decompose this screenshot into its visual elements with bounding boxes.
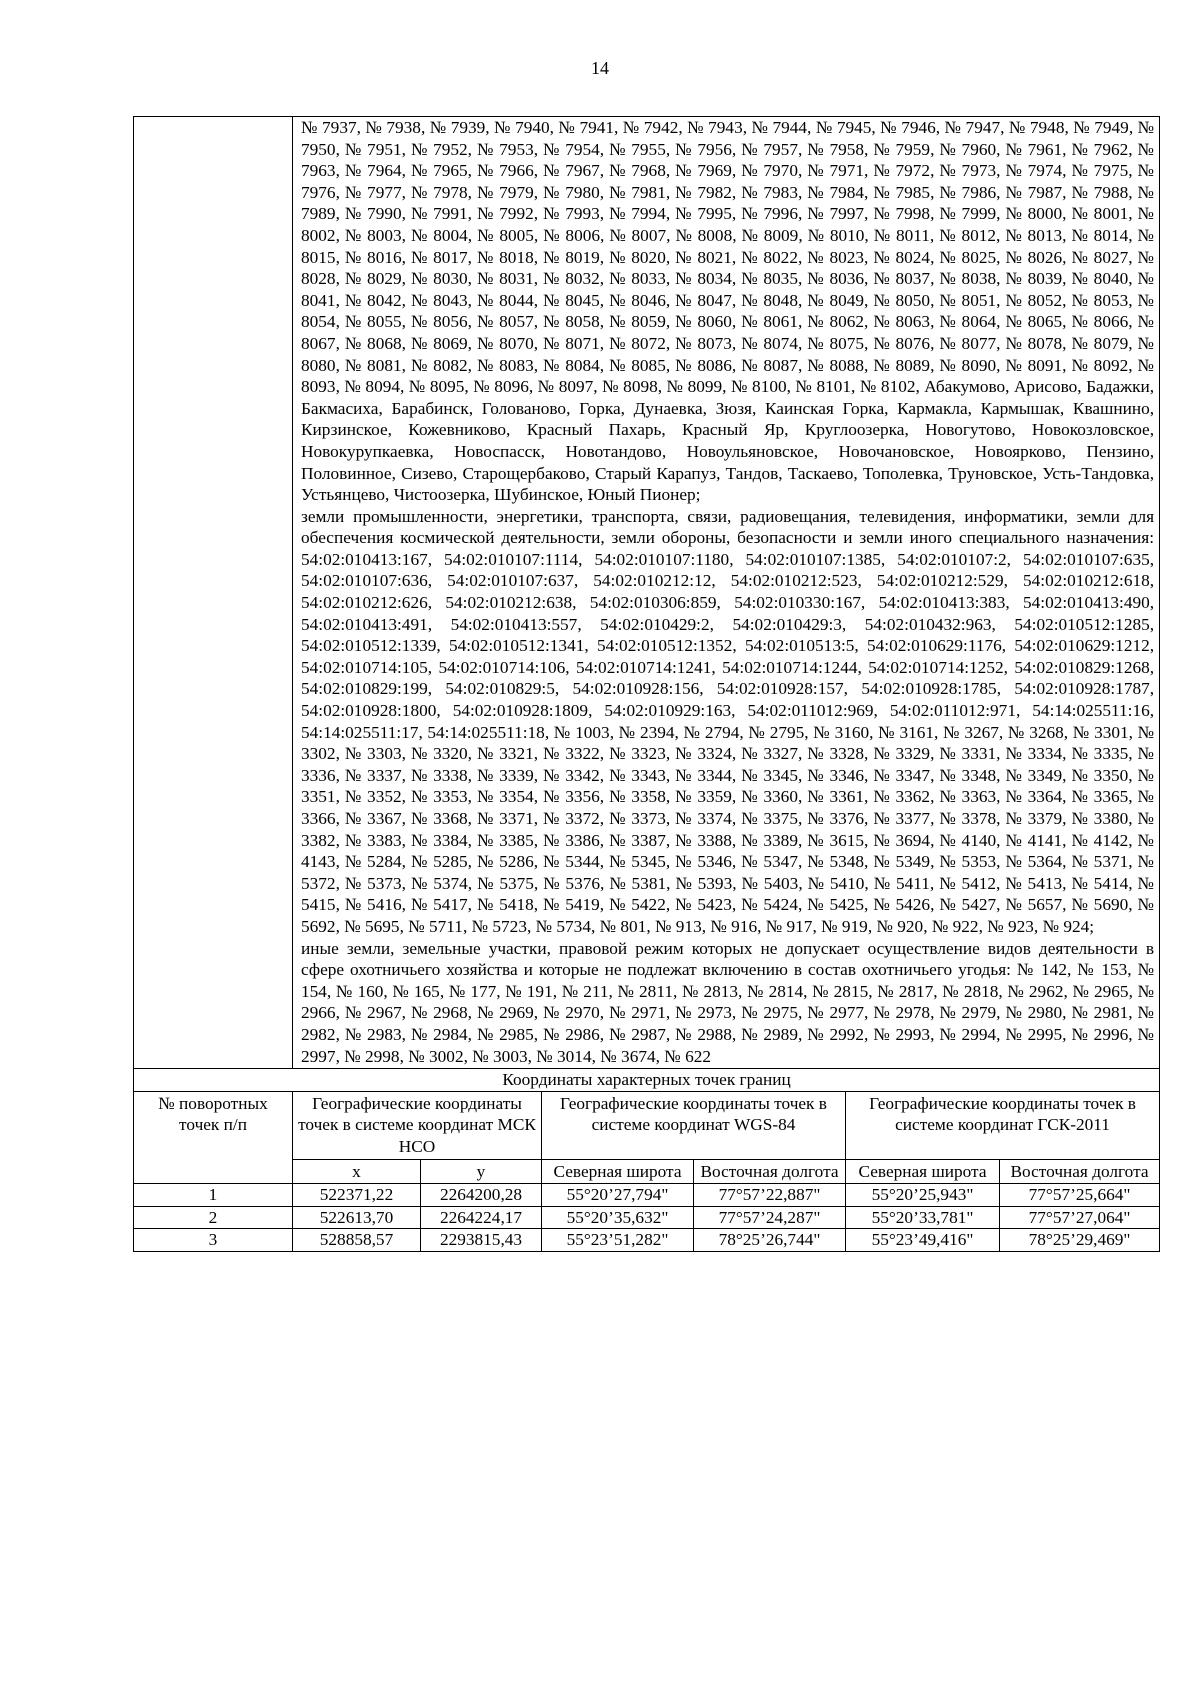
cell-wgs-east: 77°57’24,287" <box>694 1206 846 1229</box>
header-gsk2011: Географические координаты точек в системе координат ГСК-2011 <box>846 1091 1160 1159</box>
cell-y: 2293815,43 <box>421 1229 542 1252</box>
cell-wgs-north: 55°20’35,632" <box>542 1206 694 1229</box>
page-number: 14 <box>591 58 609 78</box>
subheader-wgs-east: Восточная долгота <box>694 1159 846 1184</box>
cell-gsk-north: 55°23’49,416" <box>846 1229 1000 1252</box>
cell-wgs-east: 78°25’26,744" <box>694 1229 846 1252</box>
cell-gsk-east: 77°57’27,064" <box>1000 1206 1160 1229</box>
subheader-wgs-north: Северная широта <box>542 1159 694 1184</box>
text-row <box>134 117 1160 1069</box>
table-row <box>134 1206 1160 1229</box>
subheader-y: y <box>421 1159 542 1184</box>
header-point-number: № поворотных точек п/п <box>134 1091 293 1183</box>
cell-gsk-north: 55°20’25,943" <box>846 1184 1000 1207</box>
cell-wgs-east: 77°57’22,887" <box>694 1184 846 1207</box>
paragraph-industrial-lands: земли промышленности, энергетики, транспорта, связи, радиовещания, телевидения, информатики, земли для обеспечения космической деятельности, земли обороны, безопасности и земли иного специального назначения: 54:02:010413:167, 54:02:010107:1114, 54:02:010107:1180, 54:02:010107:1385, 54:02:010107:2, 54:02:010107:635, 54:02:010107:636, 54:02:010107:637, 54:02:010212:12, 54:02:010212:523, 54:02:010212:529, 54:02:010212:618, 54:02:010212:626, 54:02:010212:638, 54:02:010306:859, 54:02:010330:167, 54:02:010413:383, 54:02:010413:490, 54:02:010413:491, 54:02:010413:557, 54:02:010429:2, 54:02:010429:3, 54:02:010432:963, 54:02:010512:1285, 54:02:010512:1339, 54:02:010512:1341, 54:02:010512:1352, 54:02:010513:5, 54:02:010629:1176, 54:02:010629:1212, 54:02:010714:105, 54:02:010714:106, 54:02:010714:1241, 54:02:010714:1244, 54:02:010714:1252, 54:02:010829:1268, 54:02:010829:199, 54:02:010829:5, 54:02:010928:156, 54:02:010928:157, 54:02:010928:1785, 54:02:010928:1787, 54:02:010928:1800, 54:02:010928:1809, 54:02:010929:163, 54:02:011012:969, 54:02:011012:971, 54:14:025511:16, 54:14:025511:17, 54:14:025511:18, № 1003, № 2394, № 2794, № 2795, № 3160, № 3161, № 3267, № 3268, № 3301, № 3302, № 3303, № 3320, № 3321, № 3322, № 3323, № 3324, № 3327, № 3328, № 3329, № 3331, № 3334, № 3335, № 3336, № 3337, № 3338, № 3339, № 3342, № 3343, № 3344, № 3345, № 3346, № 3347, № 3348, № 3349, № 3350, № 3351, № 3352, № 3353, № 3354, № 3356, № 3358, № 3359, № 3360, № 3361, № 3362, № 3363, № 3364, № 3365, № 3366, № 3367, № 3368, № 3371, № 3372, № 3373, № 3374, № 3375, № 3376, № 3377, № 3378, № 3379, № 3380, № 3382, № 3383, № 3384, № 3385, № 3386, № 3387, № 3388, № 3389, № 3615, № 3694, № 4140, № 4141, № 4142, № 4143, № 5284, № 5285, № 5286, № 5344, № 5345, № 5346, № 5347, № 5348, № 5349, № 5353, № 5364, № 5371, № 5372, № 5373, № 5374, № 5375, № 5376, № 5381, № 5393, № 5403, № 5410, № 5411, № 5412, № 5413, № 5414, № 5415, № 5416, № 5417, № 5418, № 5419, № 5422, № 5423, № 5424, № 5425, № 5426, № 5427, № 5657, № 5690, № 5692, № 5695, № 5711, № 5723, № 5734, № 801, № 913, № 916, № 917, № 919, № 920, № 922, № 923, № 924; <box>301 506 1155 936</box>
cell-x: 528858,57 <box>293 1229 421 1252</box>
subheader-gsk-east: Восточная долгота <box>1000 1159 1160 1184</box>
paragraph-land-plots: № 7937, № 7938, № 7939, № 7940, № 7941, № 7942, № 7943, № 7944, № 7945, № 7946, № 7947, № 7948, № 7949, № 7950, № 7951, № 7952, № 7953, № 7954, № 7955, № 7956, № 7957, № 7958, № 7959, № 7960, № 7961, № 7962, № 7963, № 7964, № 7965, № 7966, № 7967, № 7968, № 7969, № 7970, № 7971, № 7972, № 7973, № 7974, № 7975, № 7976, № 7977, № 7978, № 7979, № 7980, № 7981, № 7982, № 7983, № 7984, № 7985, № 7986, № 7987, № 7988, № 7989, № 7990, № 7991, № 7992, № 7993, № 7994, № 7995, № 7996, № 7997, № 7998, № 7999, № 8000, № 8001, № 8002, № 8003, № 8004, № 8005, № 8006, № 8007, № 8008, № 8009, № 8010, № 8011, № 8012, № 8013, № 8014, № 8015, № 8016, № 8017, № 8018, № 8019, № 8020, № 8021, № 8022, № 8023, № 8024, № 8025, № 8026, № 8027, № 8028, № 8029, № 8030, № 8031, № 8032, № 8033, № 8034, № 8035, № 8036, № 8037, № 8038, № 8039, № 8040, № 8041, № 8042, № 8043, № 8044, № 8045, № 8046, № 8047, № 8048, № 8049, № 8050, № 8051, № 8052, № 8053, № 8054, № 8055, № 8056, № 8057, № 8058, № 8059, № 8060, № 8061, № 8062, № 8063, № 8064, № 8065, № 8066, № 8067, № 8068, № 8069, № 8070, № 8071, № 8072, № 8073, № 8074, № 8075, № 8076, № 8077, № 8078, № 8079, № 8080, № 8081, № 8082, № 8083, № 8084, № 8085, № 8086, № 8087, № 8088, № 8089, № 8090, № 8091, № 8092, № 8093, № 8094, № 8095, № 8096, № 8097, № 8098, № 8099, № 8100, № 8101, № 8102, Абакумово, Арисово, Бадажки, Бакмасиха, Барабинск, Голованово, Горка, Дунаевка, Зюзя, Каинская Горка, Кармакла, Кармышак, Квашнино, Кирзинское, Кожевниково, Красный Пахарь, Красный Яр, Круглоозерка, Новогутово, Новокозловское, Новокурупкаевка, Новоспасск, Новотандово, Новоульяновское, Новочановское, Новоярково, Пензино, Половинное, Сизево, Старощербаково, Старый Карапуз, Тандов, Таскаево, Тополевка, Труновское, Усть-Тандовка, Устьянцево, Чистоозерка, Шубинское, Юный Пионер; <box>301 118 1155 505</box>
document-table <box>133 116 1160 1252</box>
header-msk-nso: Географические координаты точек в системе координат МСК НСО <box>293 1091 542 1159</box>
cell-x: 522613,70 <box>293 1206 421 1229</box>
coordinates-title: Координаты характерных точек границ <box>134 1069 1160 1092</box>
cell-point: 2 <box>134 1206 293 1229</box>
cell-point: 3 <box>134 1229 293 1252</box>
paragraph-other-lands: иные земли, земельные участки, правовой режим которых не допускает осуществление видов деятельности в сфере охотничьего хозяйства и которые не подлежат включению в состав охотничьего угодья: № 142, № 153, № 154, № 160, № 165, № 177, № 191, № 211, № 2811, № 2813, № 2814, № 2815, № 2817, № 2818, № 2962, № 2965, № 2966, № 2967, № 2968, № 2969, № 2970, № 2971, № 2973, № 2975, № 2977, № 2978, № 2979, № 2980, № 2981, № 2982, № 2983, № 2984, № 2985, № 2986, № 2987, № 2988, № 2989, № 2992, № 2993, № 2994, № 2995, № 2996, № 2997, № 2998, № 3002, № 3003, № 3014, № 3674, № 622 <box>301 938 1155 1066</box>
subheader-gsk-north: Северная широта <box>846 1159 1000 1184</box>
table-row <box>134 1229 1160 1252</box>
table-row <box>134 1184 1160 1207</box>
cell-wgs-north: 55°20’27,794" <box>542 1184 694 1207</box>
empty-left-cell <box>134 117 293 1069</box>
cell-y: 2264200,28 <box>421 1184 542 1207</box>
cell-y: 2264224,17 <box>421 1206 542 1229</box>
cell-x: 522371,22 <box>293 1184 421 1207</box>
cell-gsk-east: 77°57’25,664" <box>1000 1184 1160 1207</box>
header-wgs84: Географические координаты точек в системе координат WGS-84 <box>542 1091 846 1159</box>
cell-point: 1 <box>134 1184 293 1207</box>
cell-gsk-east: 78°25’29,469" <box>1000 1229 1160 1252</box>
header-row <box>134 1091 1160 1159</box>
cell-gsk-north: 55°20’33,781" <box>846 1206 1000 1229</box>
subheader-x: x <box>293 1159 421 1184</box>
cell-wgs-north: 55°23’51,282" <box>542 1229 694 1252</box>
land-description-cell <box>293 117 1160 1069</box>
